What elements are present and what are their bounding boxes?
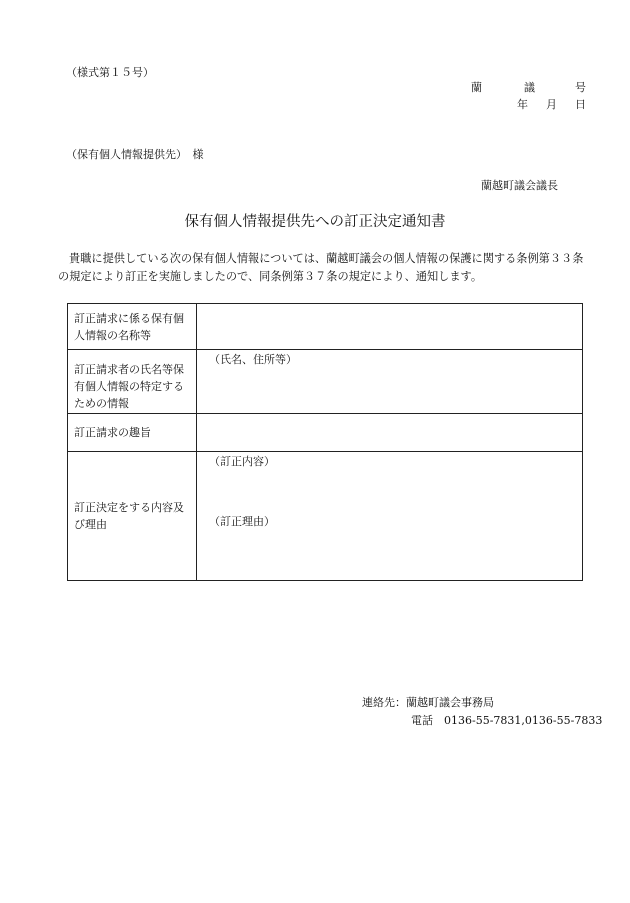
row-value-request-purpose (197, 414, 583, 452)
doc-number-prefix: 蘭 (471, 81, 482, 94)
doc-number-suffix: 号 (575, 81, 586, 94)
date-year: 年 (517, 98, 528, 111)
row-value-requester-info (197, 350, 583, 414)
contact-office: 連絡先：蘭越町議会事務局 (362, 696, 494, 709)
body-text (58, 250, 588, 286)
document-title: 保有個人情報提供先への訂正決定通知書 (184, 214, 446, 230)
row-value-decision (197, 452, 583, 581)
row-label-decision: 訂正決定をする内容及び理由 (68, 452, 197, 581)
row-label-info-name: 訂正請求に係る保有個人情報の名称等 (68, 304, 197, 350)
body-line-2: の規定により訂正を実施しましたので、同条例第３７条の規定により、通知します。 (58, 270, 483, 283)
correction-reason-note: （訂正理由） (209, 515, 275, 528)
body-line-1: 貴職に提供している次の保有個人情報については、蘭越町議会の個人情報の保護に関する条例第３３条 (69, 252, 584, 265)
doc-number-middle: 議 (524, 81, 535, 94)
document-number (471, 79, 586, 95)
table-row (68, 350, 583, 414)
sender-name: 蘭越町議会議長 (481, 179, 558, 192)
date-day: 日 (575, 98, 586, 111)
correction-content-note: （訂正内容） (209, 455, 275, 468)
table-row (68, 304, 583, 350)
issue-date (517, 96, 586, 112)
form-number: （様式第１５号） (66, 66, 154, 79)
row-label-request-purpose: 訂正請求の趣旨 (68, 414, 197, 452)
correction-info-table (67, 303, 583, 581)
row-label-requester-info: 訂正請求者の氏名等保有個人情報の特定するための情報 (68, 350, 197, 414)
contact-info (362, 694, 602, 730)
table-row (68, 452, 583, 581)
contact-phone: 電話 0136-55-7831,0136-55-7833 (411, 714, 603, 727)
row-value-info-name (197, 304, 583, 350)
recipient-line: （保有個人情報提供先） 様 (66, 148, 204, 161)
requester-info-note: （氏名、住所等） (209, 353, 297, 366)
table-row (68, 414, 583, 452)
date-month: 月 (546, 98, 557, 111)
